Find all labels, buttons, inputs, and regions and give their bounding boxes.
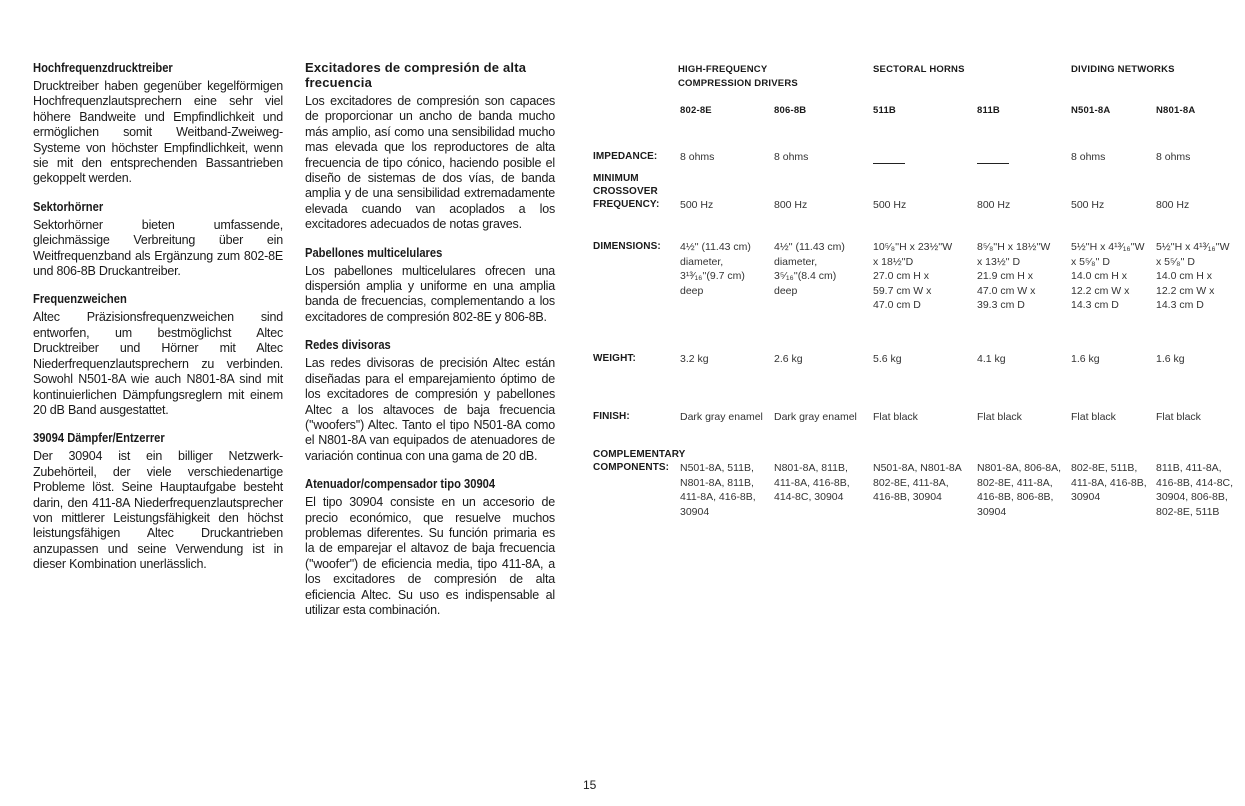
table-cell: 500 Hz: [873, 199, 907, 211]
section-body: Los excitadores de compresión son capaces de proporcionar un ancho de banda mucho más amplio, así como una sensibilidad mucho mas elevada que los reproductores de alta frecuencia de tipo cónico, haciendo posible el diseño de sistemas de dos vías, de banda amplia y de una sensibilidad extremadamente elevada cuando van acoplados a los excitadores adecuados de notas graves.: [305, 94, 555, 232]
model-header: 811B: [977, 105, 1000, 116]
dash-line: [977, 163, 1009, 164]
model-header: N801-8A: [1156, 105, 1196, 116]
section-heading: Frequenzweichen: [33, 291, 127, 307]
section-heading: 39094 Dämpfer/Entzerrer: [33, 430, 165, 446]
table-cell: N501-8A, N801-8A 802-8E, 411-8A, 416-8B, 30904: [873, 462, 962, 504]
section-body: Altec Präzisionsfrequenzweichen sind entworfen, um bestmöglichst Altec Drucktreiber und Hörner mit Altec Niederfrequenzlautsprechern zu verbinden. Sowohl N501-8A wie auch N801-8A sind mit kontinuierlichen Dämpfungsreglern mit einem 20 dB Band ausgestattet.: [33, 310, 283, 417]
table-cell: 8⁵⁄₈''H x 18½''W x 13½'' D 21.9 cm H x 47.0 cm W x 39.3 cm D: [977, 241, 1051, 312]
row-label: COMPLEMENTARY COMPONENTS:: [593, 449, 686, 473]
row-label: IMPEDANCE:: [593, 151, 658, 162]
table-cell: 1.6 kg: [1071, 353, 1100, 365]
table-cell: 4.1 kg: [977, 353, 1006, 365]
table-cell: 4½'' (11.43 cm) diameter, 3¹³⁄₁₆''(9.7 cm) deep: [680, 241, 751, 297]
section-heading: Sektorhörner: [33, 198, 104, 214]
table-cell: Dark gray enamel: [680, 411, 763, 423]
dash-line: [873, 163, 905, 164]
table-cell: 5.6 kg: [873, 353, 902, 365]
table-cell: Flat black: [1156, 411, 1201, 423]
column-group-header: HIGH-FREQUENCY COMPRESSION DRIVERS: [678, 64, 798, 89]
table-cell: 500 Hz: [680, 199, 714, 211]
model-header: 511B: [873, 105, 896, 116]
table-cell: 802-8E, 511B, 411-8A, 416-8B, 30904: [1071, 462, 1147, 504]
table-cell: 8 ohms: [1156, 151, 1191, 163]
table-cell: 8 ohms: [774, 151, 809, 163]
table-cell: 800 Hz: [774, 199, 808, 211]
row-label: DIMENSIONS:: [593, 241, 661, 252]
table-cell: [977, 156, 1009, 171]
table-cell: 800 Hz: [1156, 199, 1190, 211]
section-heading: Hochfrequenzdrucktreiber: [33, 60, 173, 75]
table-cell: [873, 156, 905, 171]
model-header: 806-8B: [774, 105, 807, 116]
table-cell: 4½'' (11.43 cm) diameter, 3⁵⁄₁₆''(8.4 cm) deep: [774, 241, 845, 297]
table-cell: N501-8A, 511B, N801-8A, 811B, 411-8A, 416-8B, 30904: [680, 462, 756, 518]
table-cell: Flat black: [873, 411, 918, 423]
page-number: 15: [583, 778, 597, 792]
section-body: Las redes divisoras de precisión Altec están diseñadas para el emparejamiento óptimo de los excitadores de compresión y pabellones Altec a los altavoces de baja frecuencia (''woofers'') Altec. Tanto el tipo N501-8A como el N801-8A van equipados de atenuadores de variación continua con una gama de 20 dB.: [305, 356, 555, 463]
section-body: Sektorhörner bieten umfassende, gleichmässige Verbreitung über ein Weitfrequenzband als Ergänzung zum 802-8E und 806-8B Druckantreiber.: [33, 217, 283, 279]
model-header: 802-8E: [680, 105, 712, 116]
table-cell: 3.2 kg: [680, 353, 709, 365]
row-label: FINISH:: [593, 411, 630, 422]
table-cell: 2.6 kg: [774, 353, 803, 365]
table-cell: 8 ohms: [1071, 151, 1106, 163]
table-cell: Flat black: [977, 411, 1022, 423]
table-cell: 5½''H x 4¹³⁄₁₆''W x 5⁵⁄₈'' D 14.0 cm H x 12.2 cm W x 14.3 cm D: [1156, 241, 1230, 312]
column-group-header: SECTORAL HORNS: [873, 64, 965, 75]
row-label: WEIGHT:: [593, 353, 636, 364]
section-heading: Redes divisoras: [305, 337, 391, 353]
table-cell: Dark gray enamel: [774, 411, 857, 423]
table-cell: 811B, 411-8A, 416-8B, 414-8C, 30904, 806-8B, 802-8E, 511B: [1156, 462, 1234, 518]
section-heading: Excitadores de compresión de alta frecuencia: [305, 60, 527, 90]
section-body: Der 30904 ist ein billiger Netzwerk-Zubehörteil, der viele verschiedenartige Probleme löst. Seine Hauptaufgabe besteht darin, den 411-8A Niederfrequenzlautsprecher von mittlerer Leistungsfähigkeit den höchst leistungsfähigen Altec Druckantrieben anzupassen und seine Verwendung ist in dieser Kombination unerlässlich.: [33, 449, 283, 572]
table-cell: 10⁵⁄₈''H x 23½''W x 18½''D 27.0 cm H x 59.7 cm W x 47.0 cm D: [873, 241, 953, 312]
section-heading: Atenuador/compensador tipo 30904: [305, 476, 496, 492]
row-label: MINIMUM CROSSOVER FREQUENCY:: [593, 173, 660, 210]
table-cell: Flat black: [1071, 411, 1116, 423]
table-cell: N801-8A, 811B, 411-8A, 416-8B, 414-8C, 30904: [774, 462, 850, 504]
section-body: Drucktreiber haben gegenüber kegelförmigen Hochfrequenzlautsprechern eine sehr viel höhere Bandweite und Empfindlichkeit und ermöglichen somit Weitband-Zweiweg-Systeme von höchster Empfindlichkeit, wenn sie mit den entsprechenden Bassantrieben gekoppelt werden.: [33, 79, 283, 186]
german-text-column: [33, 60, 283, 585]
table-cell: 500 Hz: [1071, 199, 1105, 211]
section-heading: Pabellones multicelulares: [305, 244, 443, 260]
section-body: El tipo 30904 consiste en un accesorio de precio económico, que resuelve muchos problemas diferentes. Su función primaria es la de emparejar el altavoz de baja frecuencia (''woofer'') de eficiencia media, tipo 411-8A, a los excitadores de compresión de alta eficiencia Altec. Su uso es indispensable al utilizar esta combinación.: [305, 495, 555, 617]
table-cell: 1.6 kg: [1156, 353, 1185, 365]
model-header: N501-8A: [1071, 105, 1111, 116]
table-cell: N801-8A, 806-8A, 802-8E, 411-8A, 416-8B, 806-8B, 30904: [977, 462, 1062, 518]
spanish-text-column: [305, 60, 555, 630]
table-cell: 5½''H x 4¹³⁄₁₆''W x 5⁵⁄₈'' D 14.0 cm H x 12.2 cm W x 14.3 cm D: [1071, 241, 1145, 312]
table-cell: 8 ohms: [680, 151, 715, 163]
section-body: Los pabellones multicelulares ofrecen una dispersión amplia y uniforme en una amplia banda de frecuencias, complementando a los excitadores de compresión 802-8E y 806-8B.: [305, 263, 555, 324]
table-cell: 800 Hz: [977, 199, 1011, 211]
column-group-header: DIVIDING NETWORKS: [1071, 64, 1175, 75]
